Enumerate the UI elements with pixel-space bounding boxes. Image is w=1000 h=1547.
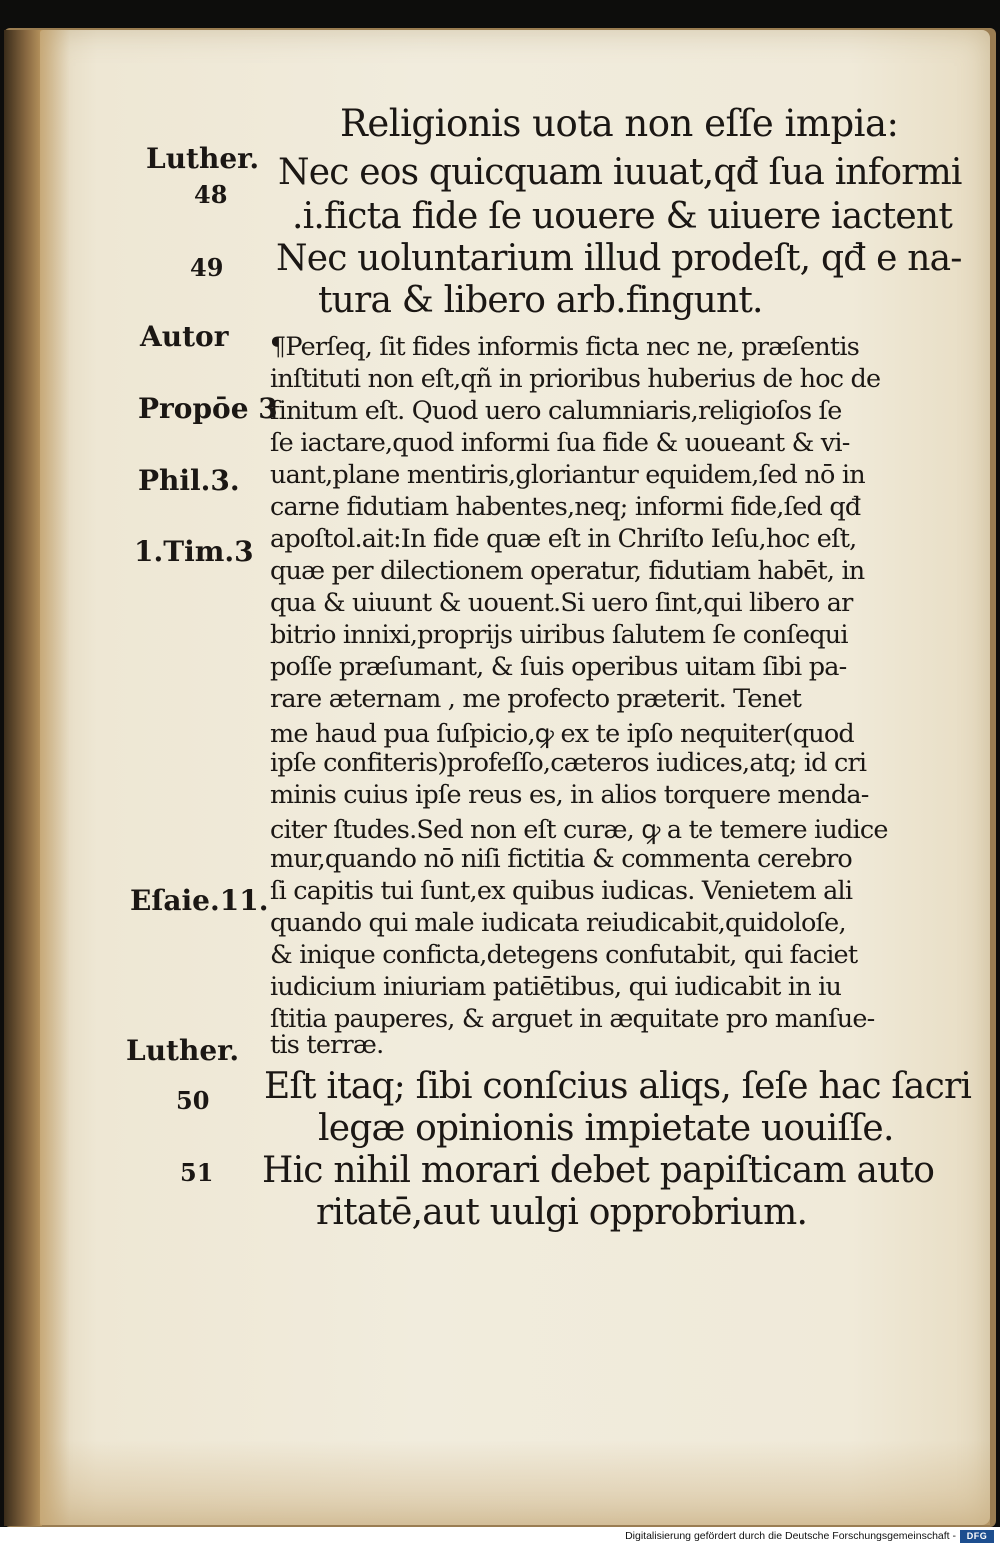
thesis-line: tura & libero arb.fingunt. bbox=[318, 280, 763, 321]
body-line: citer ſtudes.Sed non eſt curæ, ꝙ a te temere iudice bbox=[270, 815, 888, 845]
body-line: ſe iactare,quod informi ſua fide & uoueant & vi- bbox=[270, 428, 850, 458]
body-line: mur,quando nō niſi fictitia & commenta cerebro bbox=[270, 844, 852, 874]
margin-note-number: 48 bbox=[194, 180, 228, 209]
body-line: iudicium iniuriam patiētibus, qui iudicabit in iu bbox=[270, 972, 842, 1002]
margin-note-reference: 1.Tim.3 bbox=[134, 535, 254, 568]
thesis-line: .i.ficta fide ſe uouere & uiuere iactent bbox=[292, 196, 952, 237]
body-line: inſtituti non eſt,qñ in prioribus huberius de hoc de bbox=[270, 364, 881, 394]
margin-note-luther: Luther. bbox=[146, 142, 260, 175]
margin-note-autor: Autor bbox=[140, 320, 229, 353]
body-line: carne fidutiam habentes,neq; informi fide,ſed qđ bbox=[270, 492, 861, 522]
margin-note-reference: Phil.3. bbox=[138, 464, 240, 497]
body-line: tis terræ. bbox=[270, 1030, 384, 1060]
margin-note-number: 51 bbox=[180, 1158, 214, 1187]
body-line: bitrio innixi,proprijs uiribus ſalutem ſe conſequi bbox=[270, 620, 848, 650]
paper-stain-left bbox=[40, 30, 70, 1525]
body-line: ipſe confiteris)profeſſo,cæteros iudices,atq; id cri bbox=[270, 748, 867, 778]
body-line: ſi capitis tui ſunt,ex quibus iudicas. Venietem ali bbox=[270, 876, 853, 906]
body-line: ſtitia pauperes, & arguet in æquitate pro manſue- bbox=[270, 1004, 875, 1034]
body-line: uant,plane mentiris,gloriantur equidem,ſed nō in bbox=[270, 460, 865, 490]
margin-note-reference: Eſaie.11. bbox=[130, 884, 269, 917]
body-line: poſſe præſumant, & ſuis operibus uitam ſibi pa- bbox=[270, 652, 847, 682]
body-line: ¶Perſeq, ſit fides informis ficta nec ne, præſentis bbox=[270, 332, 859, 362]
body-line: quæ per dilectionem operatur, fidutiam habēt, in bbox=[270, 556, 865, 586]
thesis-line: Nec eos quicquam iuuat,qđ ſua informi bbox=[278, 152, 962, 193]
margin-note-reference: Propōe 3 bbox=[138, 392, 278, 425]
digitization-footer bbox=[0, 1527, 1000, 1547]
margin-note-number: 50 bbox=[176, 1086, 210, 1115]
thesis-line: Eſt itaq; ſibi conſcius aliqs, ſeſe hac ſacri bbox=[264, 1066, 972, 1107]
body-line: rare æternam , me profecto præterit. Tenet bbox=[270, 684, 802, 714]
thesis-line: ritatē,aut uulgi opprobrium. bbox=[316, 1192, 808, 1233]
body-line: & inique conficta,detegens confutabit, qui faciet bbox=[270, 940, 858, 970]
thesis-line: Nec uoluntarium illud prodeſt, qđ e na- bbox=[276, 238, 962, 279]
body-line: quando qui male iudicata reiudicabit,quidoloſe, bbox=[270, 908, 846, 938]
footer-credit: Digitalisierung gefördert durch die Deutsche Forschungsgemeinschaft - bbox=[625, 1530, 956, 1542]
paper-stain-bottom bbox=[40, 1440, 990, 1525]
margin-note-luther: Luther. bbox=[126, 1034, 240, 1067]
body-line: apoſtol.ait:In fide quæ eſt in Chriſto Ieſu,hoc eſt, bbox=[270, 524, 857, 554]
body-line: finitum eſt. Quod uero calumniaris,religioſos ſe bbox=[270, 396, 842, 426]
body-line: me haud pua ſuſpicio,ꝙ ex te ipſo nequiter(quod bbox=[270, 719, 854, 749]
margin-note-number: 49 bbox=[190, 253, 224, 282]
thesis-line: legæ opinionis impietate uouiſſe. bbox=[318, 1108, 894, 1149]
thesis-line: Hic nihil morari debet papiſticam auto bbox=[262, 1150, 935, 1191]
body-line: qua & uiuunt & uouent.Si uero ſint,qui libero ar bbox=[270, 588, 853, 618]
spine-shadow bbox=[4, 30, 42, 1526]
dfg-logo-icon: DFG bbox=[960, 1530, 994, 1543]
page-heading: Religionis uota non eſſe impia: bbox=[340, 102, 899, 145]
body-line: minis cuius ipſe reus es, in alios torquere menda- bbox=[270, 780, 869, 810]
